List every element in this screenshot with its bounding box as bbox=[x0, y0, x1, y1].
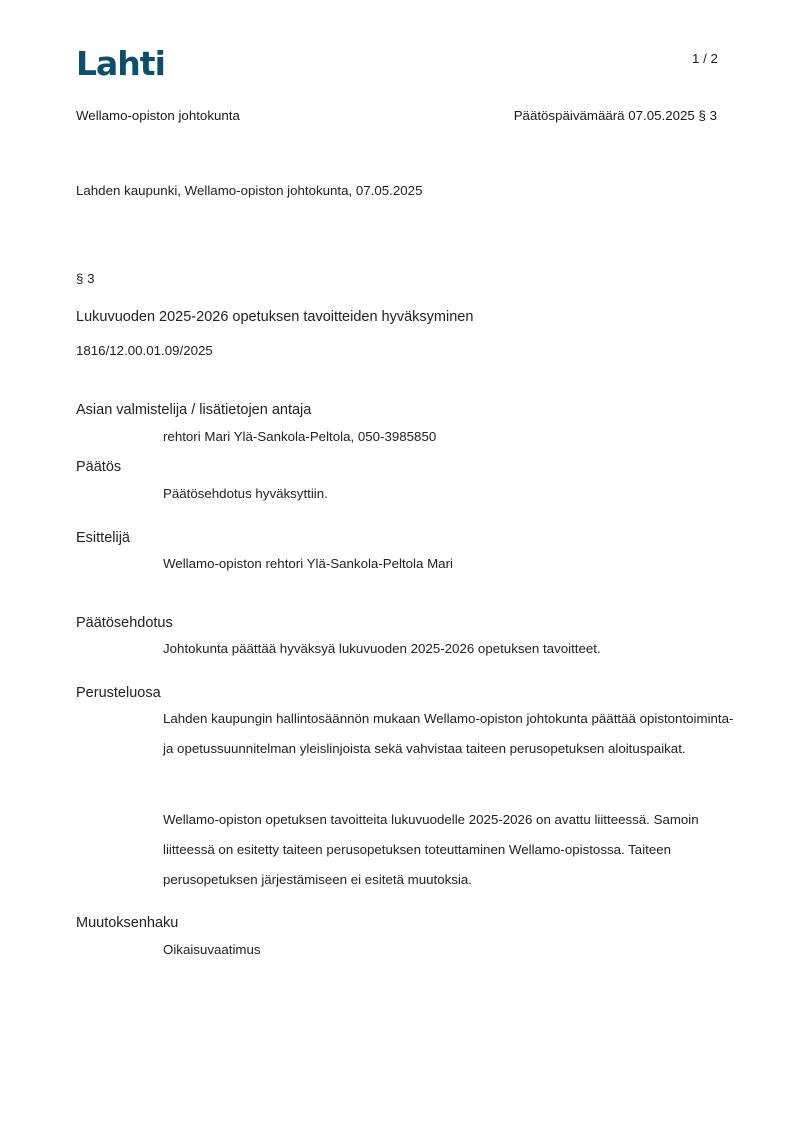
appeal-value: Oikaisuvaatimus bbox=[163, 942, 261, 957]
rationale-paragraph-1: Lahden kaupungin hallintosäännön mukaan Wellamo-opiston johtokunta päättää opistontoiminta- ja opetussuunnitelman yleislinjoista sekä vahvistaa taiteen perusopetuksen aloituspaikat. bbox=[163, 711, 734, 756]
body-name: Wellamo-opiston johtokunta bbox=[76, 108, 240, 123]
decision-value: Päätösehdotus hyväksyttiin. bbox=[163, 486, 328, 501]
record-number: 1816/12.00.01.09/2025 bbox=[76, 343, 213, 358]
decision-date: Päätöspäivämäärä 07.05.2025 § 3 bbox=[513, 108, 717, 123]
proposal-value: Johtokunta päättää hyväksyä lukuvuoden 2025-2026 opetuksen tavoitteet. bbox=[163, 641, 601, 656]
preparer-label: Asian valmistelija / lisätietojen antaja bbox=[76, 402, 312, 418]
appeal-label: Muutoksenhaku bbox=[76, 915, 179, 931]
proposal-label: Päätösehdotus bbox=[76, 615, 173, 631]
page-title: Lukuvuoden 2025-2026 opetuksen tavoitteiden hyväksyminen bbox=[76, 309, 474, 325]
rationale-paragraph-2: Wellamo-opiston opetuksen tavoitteita lukuvuodelle 2025-2026 on avattu liitteessä. Samoin liitteessä on esitetty taiteen perusopetuksen toteuttaminen Wellamo-opistossa. Taiteen perusopetuksen järjestämiseen ei esitetä muutoksia. bbox=[163, 812, 699, 887]
section-number: § 3 bbox=[76, 271, 95, 286]
decision-label: Päätös bbox=[76, 459, 122, 475]
meeting-line: Lahden kaupunki, Wellamo-opiston johtokunta, 07.05.2025 bbox=[76, 183, 423, 198]
rationale-label: Perusteluosa bbox=[76, 685, 161, 701]
lahti-logo: Lahti bbox=[76, 44, 165, 83]
page-number: 1 / 2 bbox=[692, 51, 718, 66]
preparer-value: rehtori Mari Ylä-Sankola-Peltola, 050-3985850 bbox=[163, 429, 437, 444]
presenter-label: Esittelijä bbox=[76, 530, 130, 546]
presenter-value: Wellamo-opiston rehtori Ylä-Sankola-Peltola Mari bbox=[163, 556, 453, 571]
